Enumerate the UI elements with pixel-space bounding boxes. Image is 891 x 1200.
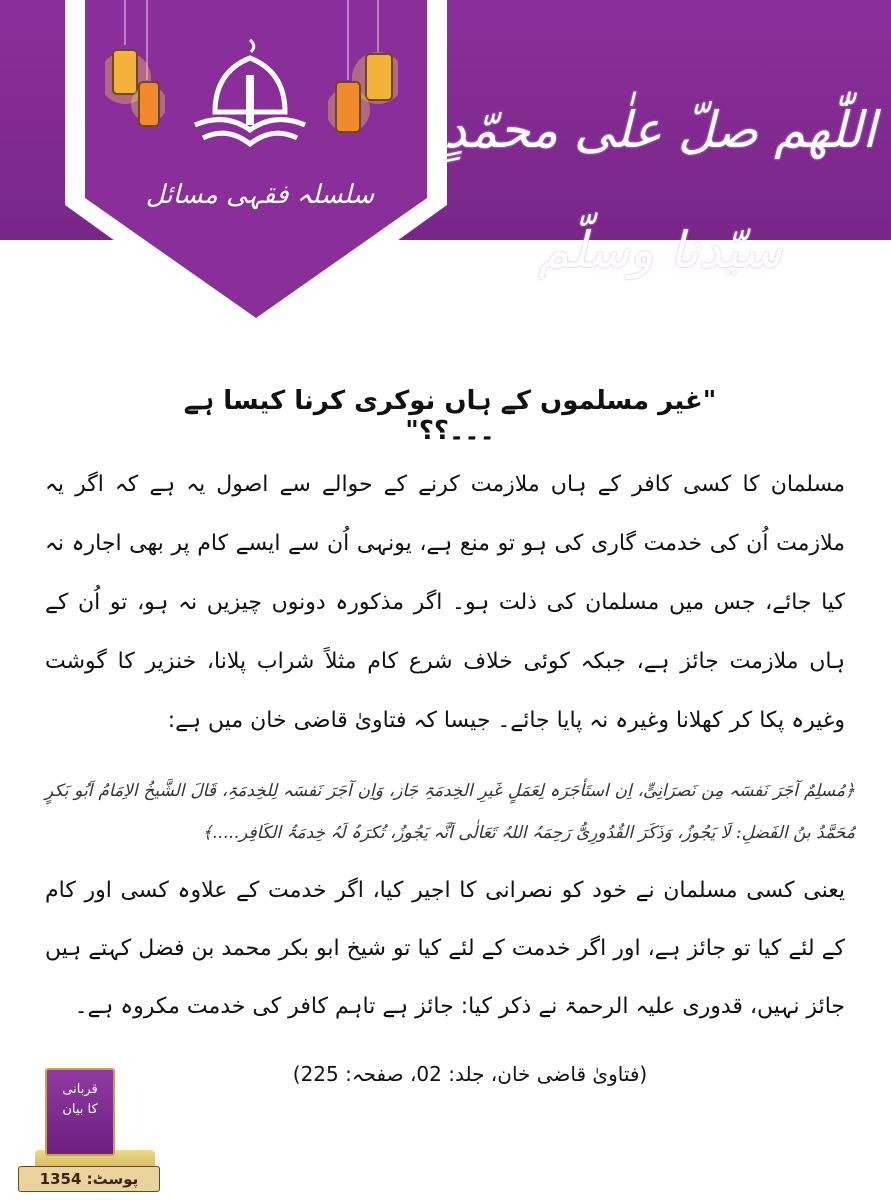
arabic-quote: ﴿مُسلِمٌ آجَرَ نَفسَہ مِن نَصرَانِیٍّ، اِن استَأجَرَہ لِعَمَلٍ غَیرِ الخِدمَۃِ جَاز، وَاِن آجَرَ نَفسَہ لِلخِدمَۃِ، قَالَ الشَّیخُ الاِمَامُ اَبُو بَکرٍ مُحَمَّدُ بنُ الفَضلِ: لَا یَجُوزُ، وَذَکَرَ القُدُورِیُّ رَحِمَہُ اللہُ تَعَالٰی اَنَّہ یَجُوزُ، تُکرَہُ لَہُ خِدمَۃُ الکَافِر.....﴾ bbox=[45, 781, 855, 843]
badge-line-1: قربانی bbox=[62, 1082, 98, 1097]
topic-badge bbox=[45, 1068, 115, 1156]
post-number: پوسٹ: 1354 bbox=[18, 1166, 160, 1192]
badge-line-2: کا بیان bbox=[62, 1102, 98, 1117]
article-title: "غیر مسلموں کے ہاں نوکری کرنا کیسا ہے ۔۔۔؟؟" bbox=[183, 386, 717, 446]
salawat-calligraphy: اللّٰھم صلّ علٰی محمّدٍ سیّدنا وسلّم bbox=[443, 101, 877, 279]
article-body: مسلمان کا کسی کافر کے ہاں ملازمت کرنے کے حوالے سے اصول یہ ہے کہ اگر یہ ملازمت اُن کی خدمت گاری کی ہو تو منع ہے، یونہی اُن سے ایسے کام پر بھی اجارہ نہ کیا جائے، جس میں مسلمان کی ذلت ہو۔ اگر مذکورہ دونوں چیزیں نہ ہو، تو اُن کے ہاں ملازمت جائز ہے، جبکہ کوئی خلاف شرع کام مثلاً شراب پلانا، خنزیر کا گوشت وغیرہ پکا کر کھلانا وغیرہ نہ پایا جائے۔ جیسا کہ فتاویٰ قاضی خان میں ہے: bbox=[45, 472, 845, 733]
series-title: سلسلہ فقہی مسائل bbox=[145, 180, 375, 210]
mosque-book-logo-icon bbox=[185, 30, 315, 160]
lantern-icon bbox=[105, 0, 165, 130]
lantern-icon bbox=[328, 0, 398, 140]
book-reference: (فتاویٰ قاضی خان، جلد: 02، صفحہ: 225) bbox=[292, 1062, 648, 1086]
translation-paragraph: یعنی کسی مسلمان نے خود کو نصرانی کا اجیر کیا، اگر خدمت کے علاوہ کسی اور کام کے لئے کیا تو جائز ہے، اور اگر خدمت کے لئے کیا تو شیخ ابو بکر محمد بن فضل کہتے ہیں جائز نہیں، قدوری علیہ الرحمۃ نے ذکر کیا: جائز ہے تاہم کافر کی خدمت مکروہ ہے۔ bbox=[45, 878, 845, 1019]
